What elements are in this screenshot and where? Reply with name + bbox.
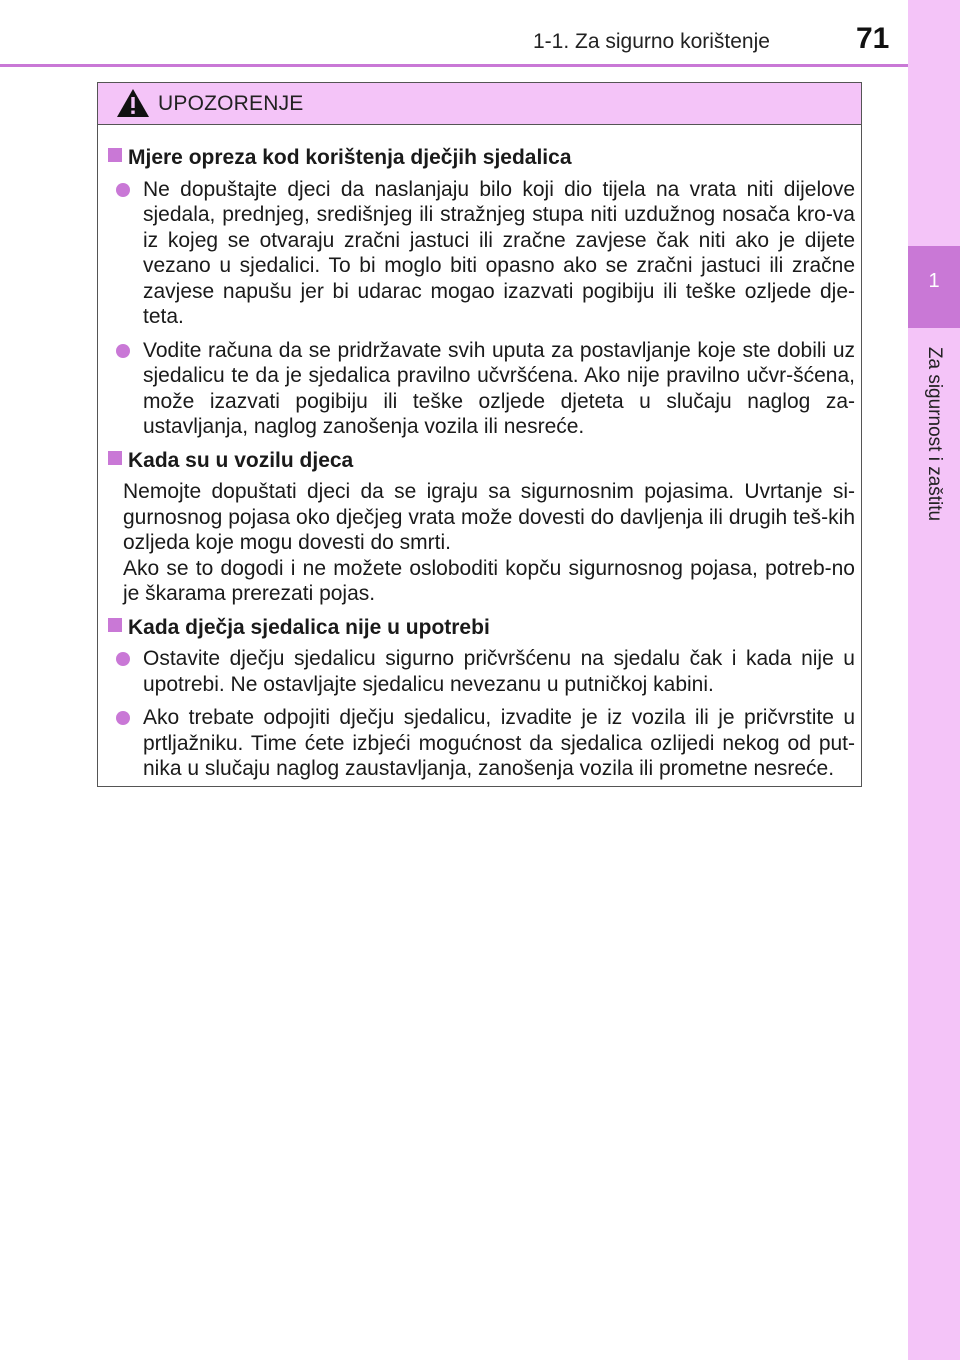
warning-title: UPOZORENJE	[158, 92, 304, 115]
page-number: 71	[856, 22, 890, 55]
paragraph: Nemojte dopuštati djeci da se igraju sa sigurnosnim pojasima. Uvrtanje si-gurnosnog pojasa oko dječjeg vrata može dovesti do davljenja ili drugih teš-kih ozljeda koje mogu dovesti do smrti.	[123, 480, 855, 554]
chapter-number: 1	[928, 270, 940, 292]
warning-box	[97, 82, 862, 787]
round-bullet-icon	[116, 183, 130, 197]
list-item	[108, 177, 855, 330]
list-item-text: Ne dopuštajte djeci da naslanjaju bilo koji dio tijela na vrata niti dijelove sjedala, prednjeg, središnjeg ili stražnjeg stupa niti uzdužnog nosača kro-va iz kojeg se otvaraju zračni jastuci ili zračne zavjese čak niti ako je dijete vezano u sjedalici. To bi moglo biti opasno ako se zračni jastuci ili zračne zavjese napušu jer bi udarac mogao izazvati pogibiju ili teške ozljede dje-teta.	[143, 177, 855, 328]
round-bullet-icon	[116, 652, 130, 666]
section-heading	[108, 615, 855, 641]
chapter-label: Za sigurnost i zaštitu	[924, 346, 945, 522]
round-bullet-icon	[116, 711, 130, 725]
section-heading	[108, 448, 855, 474]
section-heading-text: Kada dječja sjedalica nije u upotrebi	[128, 615, 490, 639]
list-item-text: Ostavite dječju sjedalicu sigurno pričvršćenu na sjedalu čak i kada nije u upotrebi. Ne ostavljajte sjedalicu nevezanu u putničkoj kabini.	[143, 647, 855, 696]
list-item	[108, 705, 855, 782]
list-item-text: Vodite računa da se pridržavate svih uputa za postavljanje koje ste dobili uz sjedalicu te da je sjedalica pravilno učvršćena. Ako nije pravilno učvr-šćena, može izazvati pogibiju ili teške ozljede djeteta u slučaju naglog za-ustavljanja, naglog zanošenja vozila ili nesreće.	[143, 338, 855, 438]
header-divider	[0, 64, 908, 67]
warning-header	[98, 83, 861, 125]
paragraph: Ako se to dogodi i ne možete osloboditi kopču sigurnosnog pojasa, potreb-no je škarama prerezati pojas.	[123, 556, 855, 605]
section-title: 1-1. Za sigurno korištenje	[533, 30, 770, 53]
section-heading-text: Kada su u vozilu djeca	[128, 448, 354, 472]
warning-content	[108, 145, 855, 790]
section-heading-text: Mjere opreza kod korištenja dječjih sjedalica	[128, 146, 572, 169]
list-item	[108, 338, 855, 440]
warning-triangle-icon	[116, 88, 150, 118]
list-item	[108, 646, 855, 697]
square-bullet-icon	[108, 451, 122, 465]
square-bullet-icon	[108, 618, 122, 632]
section-heading	[108, 145, 855, 171]
list-item-text: Ako trebate odpojiti dječju sjedalicu, izvadite je iz vozila ili je pričvrstite u prtljažniku. Time ćete izbjeći mogućnost da sjedalica ozlijedi nekog od put-nika u slučaju naglog zaustavljanja, zanošenja vozila ili prometne nesreće.	[143, 706, 855, 780]
round-bullet-icon	[116, 344, 130, 358]
side-strip	[908, 0, 960, 1360]
chapter-tab[interactable]	[908, 246, 960, 328]
square-bullet-icon	[108, 148, 122, 162]
